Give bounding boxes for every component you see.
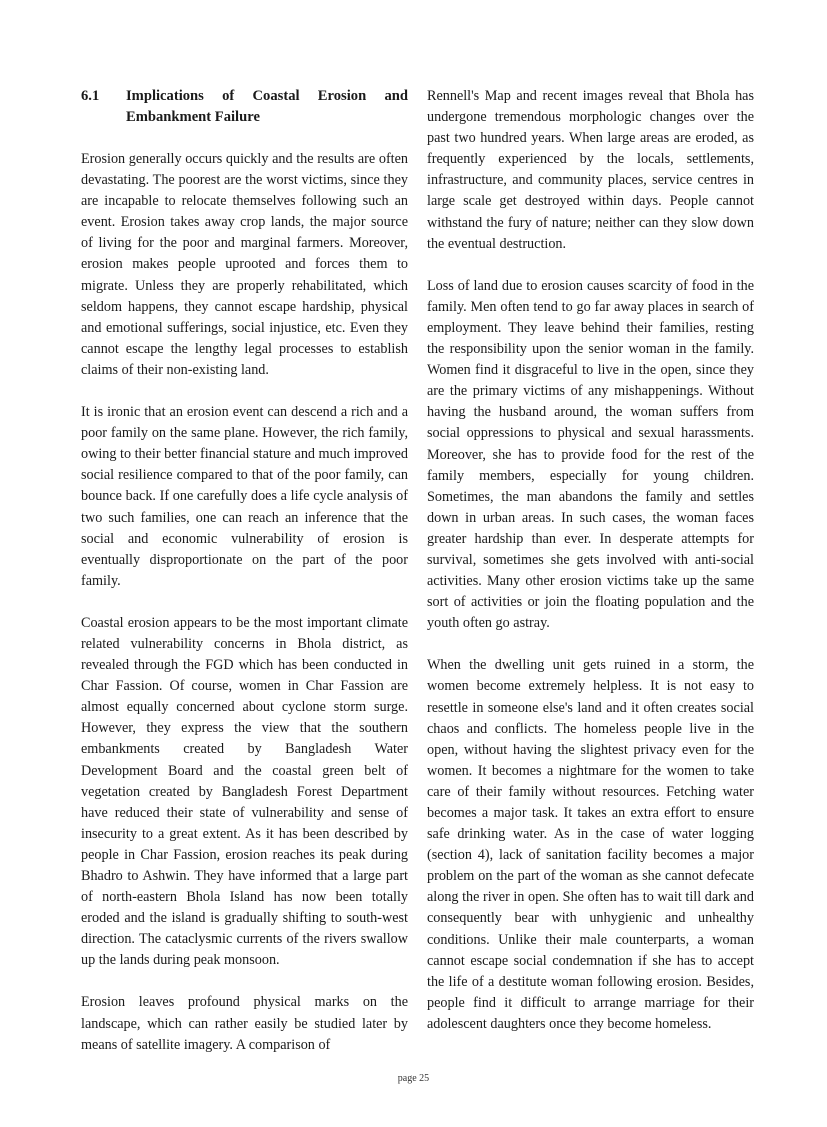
right-column bbox=[427, 86, 754, 1056]
paragraph: Coastal erosion appears to be the most important climate related vulnerability concerns in Bhola district, as revealed through the FGD which has been conducted in Char Fassion. Of course, women in Char Fassion are almost equally concerned about cyclone storm surge. However, they express the view that the southern embankments created by Bangladesh Water Development Board and the coastal green belt of vegetation created by Bangladesh Forest Department have reduced their state of vulnerability and sense of insecurity to a great extent. As it has been described by people in Char Fassion, erosion reaches its peak during Bhadro to Ashwin. They have informed that a large part of north-eastern Bhola Island has now been totally eroded and the island is gradually shifting to south-west direction. The cataclysmic currents of the rivers swallow up the lands during peak monsoon. bbox=[81, 614, 408, 969]
paragraph: Erosion leaves profound physical marks on the landscape, which can rather easily be studied later by means of satellite imagery. A comparison of bbox=[81, 994, 408, 1053]
section-heading bbox=[81, 86, 408, 128]
left-column bbox=[81, 86, 408, 1077]
section-number: 6.1 bbox=[81, 88, 100, 104]
paragraph: Erosion generally occurs quickly and the results are often devastating. The poorest are the worst victims, since they are incapable to relocate themselves following such an event. Erosion takes away crop lands, the major source of living for the poor and marginal farmers. Moreover, erosion makes people uprooted and forces them to migrate. Unless they are properly rehabilitated, which seldom happens, they cannot escape hardship, physical and emotional sufferings, social injustice, etc. Even they cannot escape the lengthy legal processes to establish claims of their non-existing land. bbox=[81, 151, 408, 378]
paragraph: Loss of land due to erosion causes scarcity of food in the family. Men often tend to go far away places in search of employment. They leave behind their families, resting the responsibility upon the senior woman in the family. Women find it disgraceful to live in the open, since they are the primary victims of any mishappenings. Without having the husband around, the woman suffers from social oppressions to physical and sexual harassments. Moreover, she has to provide food for the rest of the family members, especially for young children. Sometimes, the man abandons the family and settles down in urban areas. In such cases, the woman faces greater hardship than ever. In desperate attempts for survival, sometimes she gets involved with anti-social activities. Many other erosion victims take up the same sort of activities or join the floating population and the youth often go astray. bbox=[427, 277, 754, 632]
page-number: page 25 bbox=[397, 1073, 430, 1084]
paragraph: When the dwelling unit gets ruined in a storm, the women become extremely helpless. It is not easy to resettle in someone else's land and it often creates social chaos and conflicts. The homeless people live in the open, without having the slightest privacy even for the women. It becomes a nightmare for the women to take care of their family without resources. Fetching water becomes a major task. It takes an extra effort to ensure safe drinking water. As in the case of water logging (section 4), lack of sanitation facility becomes a major problem on the part of the woman as she cannot defecate along the river in open. She often has to wait till dark and consequently bear with unhygienic and unhealthy conditions. Unlike their male counterparts, a woman cannot escape social condemnation if she has to accept the life of a destitute woman following erosion. Besides, people find it difficult to arrange marriage for their adolescent daughters once they become homeless. bbox=[427, 657, 754, 1032]
section-title: Implications of Coastal Erosion and Embankment Failure bbox=[126, 88, 408, 125]
paragraph: It is ironic that an erosion event can descend a rich and a poor family on the same plane. However, the rich family, owing to their better financial stature and much improved social resilience compared to that of the poor family, can bounce back. If one carefully does a life cycle analysis of two such families, one can reach an inference that the social and economic vulnerability of erosion is eventually disproportionate on the part of the poor family. bbox=[81, 404, 408, 589]
paragraph: Rennell's Map and recent images reveal that Bhola has undergone tremendous morphologic changes over the past two hundred years. When large areas are eroded, as frequently experienced by the locals, settlements, infrastructure, and community places, service centres in large scale get destroyed within days. People cannot withstand the fury of nature; neither can they slow down the eventual destruction. bbox=[427, 88, 754, 252]
